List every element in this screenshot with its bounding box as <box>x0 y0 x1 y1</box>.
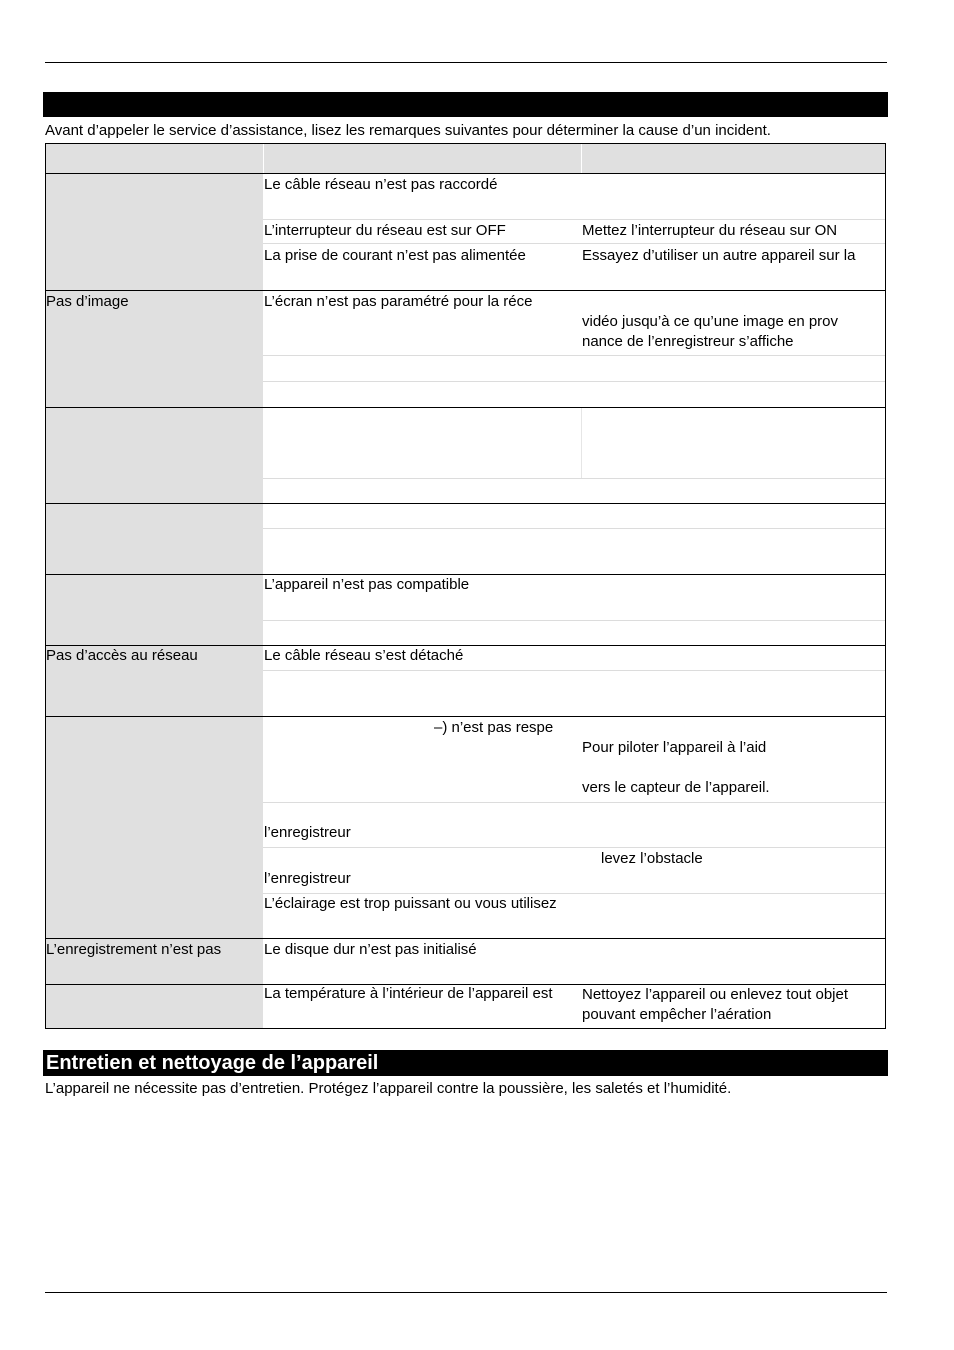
problem-cell: Pas d’image <box>46 293 129 310</box>
remedy-cell: Mettez l’interrupteur du réseau sur ON <box>582 222 838 239</box>
row-divider <box>46 716 885 717</box>
maintenance-text: L’appareil ne nécessite pas d’entretien. Protégez l’appareil contre la poussière, les saletés et l’humidité. <box>45 1080 732 1097</box>
subrow-divider <box>263 478 885 479</box>
remedy-cell: Nettoyez l’appareil ou enlevez tout objet <box>582 986 849 1003</box>
section-title: Entretien et nettoyage de l’appareil <box>46 1052 379 1074</box>
subrow-divider <box>263 355 885 356</box>
remedy-cell: levez l’obstacle <box>601 850 703 867</box>
cause-cell: L’appareil n’est pas compatible <box>264 576 470 593</box>
row-divider <box>46 938 885 939</box>
row-divider <box>46 173 885 174</box>
row-divider <box>46 407 885 408</box>
remedy-cell: vidéo jusqu’à ce qu’une image en prov <box>582 313 839 330</box>
column-divider <box>581 407 582 479</box>
cause-cell: l’enregistreur <box>264 824 351 841</box>
problem-cell: Pas d’accès au réseau <box>46 647 198 664</box>
row-divider <box>46 503 885 504</box>
header-divider <box>581 144 582 174</box>
cause-cell: La prise de courant n’est pas alimentée <box>264 247 526 264</box>
cause-cell: L’interrupteur du réseau est sur OFF <box>264 222 506 239</box>
cause-cell: Le disque dur n’est pas initialisé <box>264 941 477 958</box>
troubleshooting-intro: Avant d’appeler le service d’assistance, lisez les remarques suivantes pour déterminer la cause d’un incident. <box>45 122 771 139</box>
cause-cell: l’enregistreur <box>264 870 351 887</box>
table-header-row <box>46 144 885 174</box>
troubleshooting-table <box>45 143 886 1029</box>
section-bar-troubleshooting <box>43 92 888 117</box>
subrow-divider <box>263 219 885 220</box>
subrow-divider <box>263 243 885 244</box>
remedy-cell: pouvant empêcher l’aération <box>582 1006 772 1023</box>
remedy-cell: vers le capteur de l’appareil. <box>582 779 770 796</box>
footer-rule <box>45 1292 887 1293</box>
section-bar-maintenance <box>43 1050 888 1076</box>
remedy-cell: Pour piloter l’appareil à l’aid <box>582 739 767 756</box>
remedy-cell: nance de l’enregistreur s’affiche <box>582 333 794 350</box>
cause-cell: –) n’est pas respe <box>434 719 554 736</box>
cause-cell: Le câble réseau s’est détaché <box>264 647 464 664</box>
row-divider <box>46 290 885 291</box>
cause-cell: Le câble réseau n’est pas raccordé <box>264 176 498 193</box>
remedy-cell: Essayez d’utiliser un autre appareil sur la <box>582 247 856 264</box>
cause-cell: La température à l’intérieur de l’appareil est <box>264 985 553 1002</box>
subrow-divider <box>263 528 885 529</box>
cause-cell: L’éclairage est trop puissant ou vous utilisez <box>264 895 557 912</box>
subrow-divider <box>263 802 885 803</box>
header-rule <box>45 62 887 63</box>
subrow-divider <box>263 620 885 621</box>
cause-cell: L’écran n’est pas paramétré pour la réce <box>264 293 533 310</box>
subrow-divider <box>263 381 885 382</box>
subrow-divider <box>263 847 885 848</box>
header-divider <box>263 144 264 174</box>
subrow-divider <box>263 670 885 671</box>
problem-cell: L’enregistrement n’est pas <box>46 941 222 958</box>
